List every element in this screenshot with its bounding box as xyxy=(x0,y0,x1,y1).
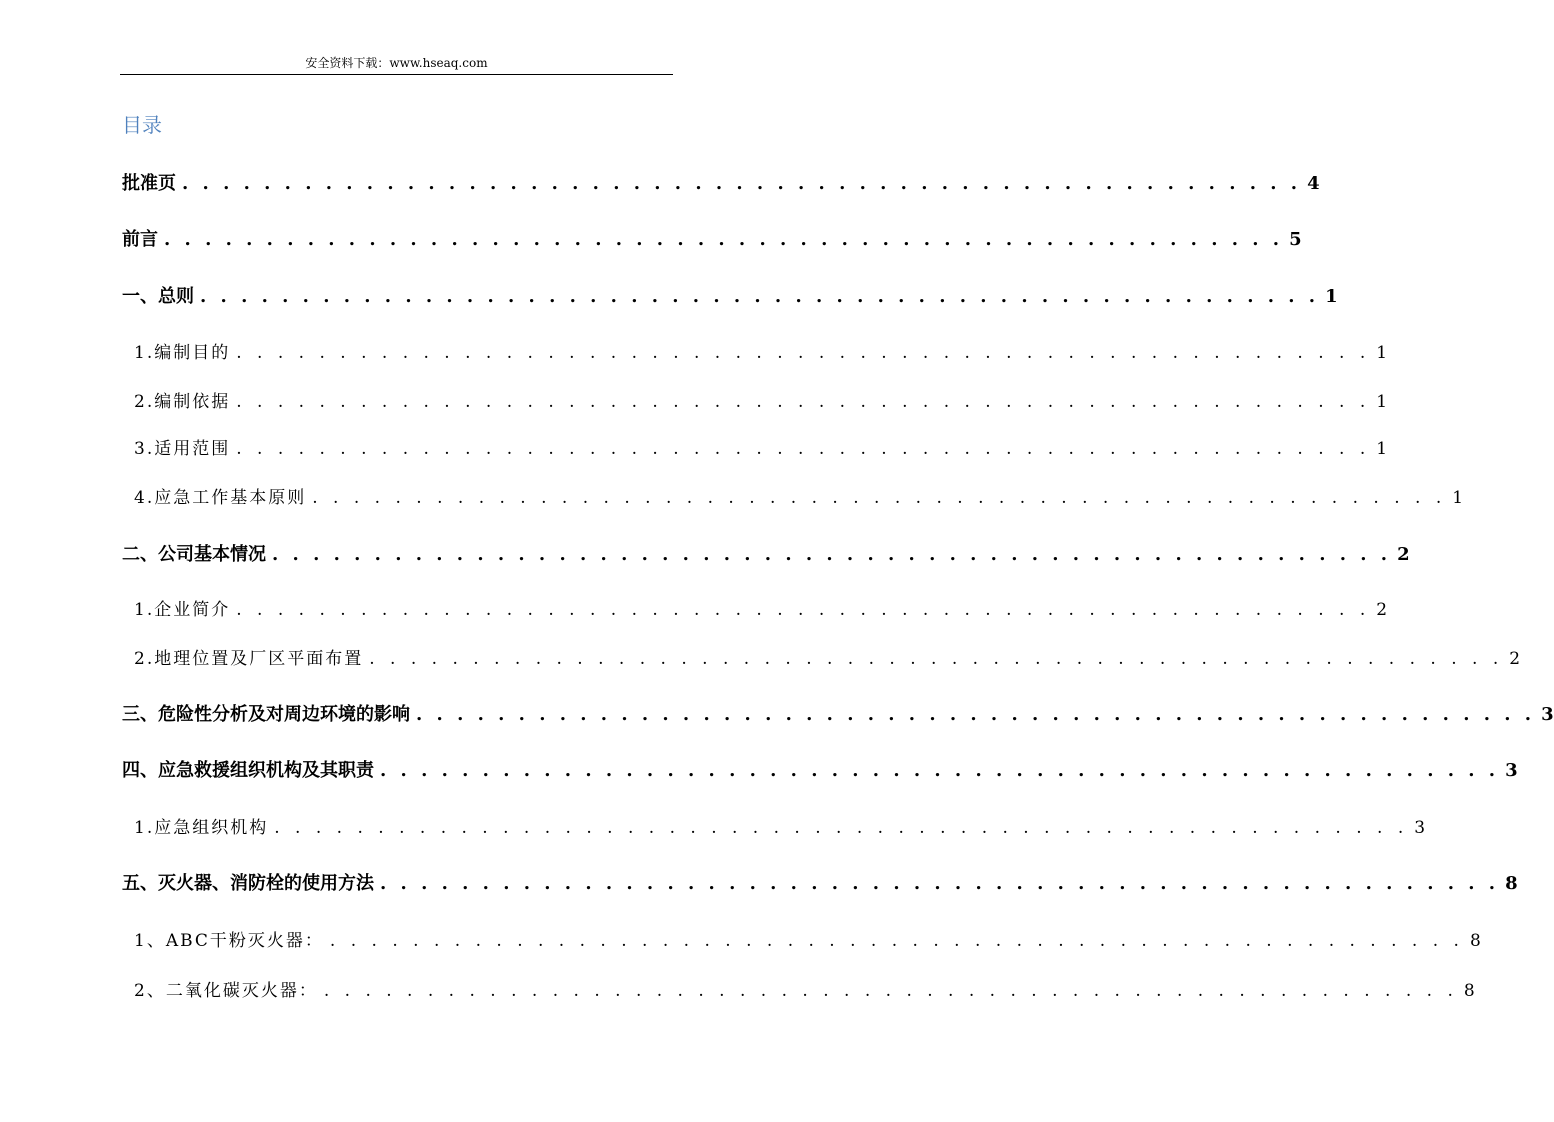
toc-entry-label: 三、危险性分析及对周边环境的影响 xyxy=(122,704,410,725)
toc-entry-page: 5 xyxy=(1289,229,1302,250)
toc-entry-page: 1 xyxy=(1376,439,1390,459)
toc-entry-page: 1 xyxy=(1376,343,1390,363)
toc-leader: . . . . . . . . . . . . . . . . . . . . . . . . . . . . . . . . . . . . . . . . . . . . . . . . . . . . . . . xyxy=(200,286,1320,307)
toc-entry-basis[interactable] xyxy=(134,390,1390,414)
toc-entry-purpose[interactable] xyxy=(134,341,1390,365)
toc-leader: . . . . . . . . . . . . . . . . . . . . . . . . . . . . . . . . . . . . . . . . . . . . . . . . . . . . . . . xyxy=(272,544,1392,565)
toc-entry-label: 二、公司基本情况 xyxy=(122,544,266,565)
toc-entry-page: 4 xyxy=(1307,173,1320,194)
toc-entry-page: 3 xyxy=(1541,704,1554,725)
toc-entry-label: 1.企业简介 xyxy=(134,600,231,620)
toc-entry-approval-page[interactable] xyxy=(122,172,1320,196)
toc-entry-label: 一、总则 xyxy=(122,286,194,307)
toc-entry-general[interactable] xyxy=(122,285,1338,309)
toc-entry-label: 批准页 xyxy=(122,173,176,194)
toc-entry-page: 1 xyxy=(1376,392,1390,412)
toc-leader: . . . . . . . . . . . . . . . . . . . . . . . . . . . . . . . . . . . . . . . . . . . . . . . . . . . . . . . xyxy=(380,760,1500,781)
toc-leader: . . . . . . . . . . . . . . . . . . . . . . . . . . . . . . . . . . . . . . . . . . . . . . . . . . . . . . . xyxy=(380,873,1500,894)
toc-entry-label: 前言 xyxy=(122,229,158,250)
page-header: 安全资料下载：www.hseaq.com xyxy=(305,56,488,70)
toc-entry-abc-extinguisher[interactable] xyxy=(134,929,1483,953)
header-rule xyxy=(120,74,673,75)
toc-leader: . . . . . . . . . . . . . . . . . . . . . . . . . . . . . . . . . . . . . . . . . . . . . . . . . . . . . . . xyxy=(236,343,1371,363)
toc-leader: . . . . . . . . . . . . . . . . . . . . . . . . . . . . . . . . . . . . . . . . . . . . . . . . . . . . . . . xyxy=(416,704,1536,725)
toc-entry-page: 8 xyxy=(1463,981,1477,1001)
toc-entry-principles[interactable] xyxy=(134,486,1466,510)
toc-entry-label: 1.编制目的 xyxy=(134,343,231,363)
toc-entry-location-layout[interactable] xyxy=(134,647,1523,671)
toc-entry-label: 1、ABC干粉灭火器： xyxy=(134,931,324,951)
toc-entry-page: 1 xyxy=(1452,488,1466,508)
toc-entry-page: 2 xyxy=(1509,649,1523,669)
toc-entry-scope[interactable] xyxy=(134,437,1390,461)
toc-entry-page: 2 xyxy=(1397,544,1410,565)
toc-leader: . . . . . . . . . . . . . . . . . . . . . . . . . . . . . . . . . . . . . . . . . . . . . . . . . . . . . . . xyxy=(312,488,1447,508)
toc-entry-label: 四、应急救援组织机构及其职责 xyxy=(122,760,374,781)
toc-entry-label: 五、灭火器、消防栓的使用方法 xyxy=(122,873,374,894)
toc-leader: . . . . . . . . . . . . . . . . . . . . . . . . . . . . . . . . . . . . . . . . . . . . . . . . . . . . . . . xyxy=(323,981,1458,1001)
toc-entry-emergency-org-structure[interactable] xyxy=(134,816,1428,840)
toc-leader: . . . . . . . . . . . . . . . . . . . . . . . . . . . . . . . . . . . . . . . . . . . . . . . . . . . . . . . xyxy=(236,600,1371,620)
toc-entry-label: 4.应急工作基本原则 xyxy=(134,488,307,508)
toc-entry-hazard-analysis[interactable] xyxy=(122,703,1554,727)
toc-entry-emergency-organization[interactable] xyxy=(122,759,1518,783)
toc-entry-co2-extinguisher[interactable] xyxy=(134,979,1477,1003)
toc-entry-label: 1.应急组织机构 xyxy=(134,818,269,838)
toc-entry-foreword[interactable] xyxy=(122,228,1302,252)
toc-entry-page: 1 xyxy=(1325,286,1338,307)
toc-entry-page: 8 xyxy=(1505,873,1518,894)
toc-entry-extinguisher-usage[interactable] xyxy=(122,872,1518,896)
toc-entry-page: 3 xyxy=(1505,760,1518,781)
toc-entry-label: 2.编制依据 xyxy=(134,392,231,412)
toc-title: 目录 xyxy=(122,113,162,137)
toc-leader: . . . . . . . . . . . . . . . . . . . . . . . . . . . . . . . . . . . . . . . . . . . . . . . . . . . . . . . xyxy=(164,229,1284,250)
toc-entry-page: 2 xyxy=(1376,600,1390,620)
toc-entry-company-profile[interactable] xyxy=(134,598,1390,622)
toc-entry-page: 8 xyxy=(1469,931,1483,951)
toc-leader: . . . . . . . . . . . . . . . . . . . . . . . . . . . . . . . . . . . . . . . . . . . . . . . . . . . . . . . xyxy=(236,392,1371,412)
toc-leader: . . . . . . . . . . . . . . . . . . . . . . . . . . . . . . . . . . . . . . . . . . . . . . . . . . . . . . . xyxy=(274,818,1409,838)
toc-entry-label: 2.地理位置及厂区平面布置 xyxy=(134,649,364,669)
toc-leader: . . . . . . . . . . . . . . . . . . . . . . . . . . . . . . . . . . . . . . . . . . . . . . . . . . . . . . . xyxy=(329,931,1464,951)
toc-leader: . . . . . . . . . . . . . . . . . . . . . . . . . . . . . . . . . . . . . . . . . . . . . . . . . . . . . . . xyxy=(236,439,1371,459)
toc-entry-page: 3 xyxy=(1414,818,1428,838)
toc-leader: . . . . . . . . . . . . . . . . . . . . . . . . . . . . . . . . . . . . . . . . . . . . . . . . . . . . . . . xyxy=(182,173,1302,194)
toc-entry-label: 2、二氧化碳灭火器： xyxy=(134,981,318,1001)
toc-leader: . . . . . . . . . . . . . . . . . . . . . . . . . . . . . . . . . . . . . . . . . . . . . . . . . . . . . . . xyxy=(369,649,1504,669)
toc-entry-company-overview[interactable] xyxy=(122,543,1410,567)
toc-entry-label: 3.适用范围 xyxy=(134,439,231,459)
